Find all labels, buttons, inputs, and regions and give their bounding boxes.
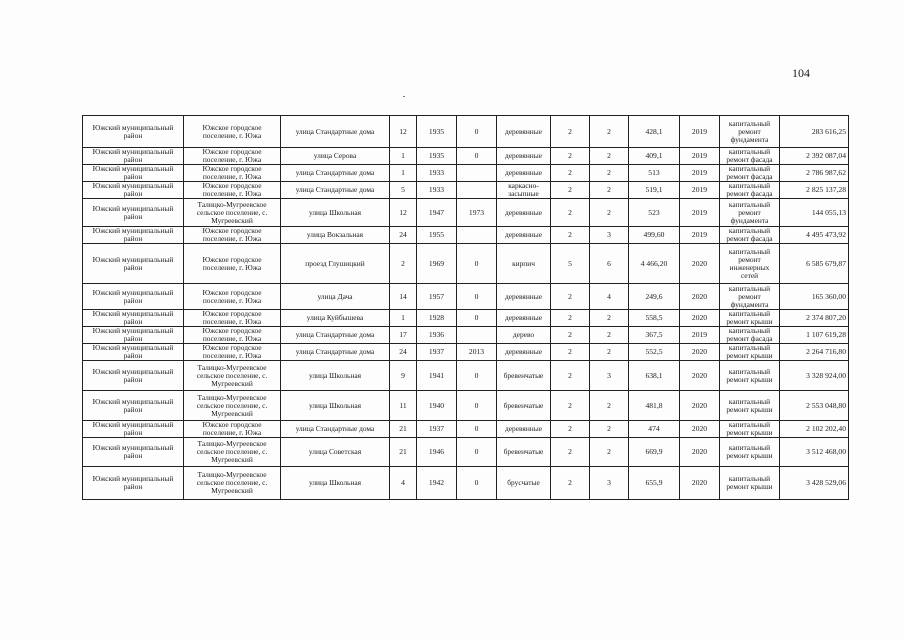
floors-cell: 2 [551, 327, 590, 344]
plan-year-cell: 2020 [680, 344, 720, 361]
house-number-cell: 14 [390, 284, 417, 310]
year-renovated-cell: 0 [457, 361, 497, 391]
year-built-cell: 1937 [417, 344, 457, 361]
street-cell: улица Серова [281, 148, 390, 165]
district-cell: Южский муниципальный район [83, 438, 184, 467]
wall-material-cell: бревенчатые [497, 391, 551, 421]
floors-cell: 5 [551, 244, 590, 284]
work-type-cell: капитальный ремонт крыши [720, 361, 780, 391]
district-cell: Южский муниципальный район [83, 182, 184, 199]
floors-cell: 2 [551, 310, 590, 327]
district-cell: Южский муниципальный район [83, 148, 184, 165]
year-renovated-cell: 0 [457, 310, 497, 327]
wall-material-cell: деревянные [497, 310, 551, 327]
work-type-cell: капитальный ремонт крыши [720, 467, 780, 500]
wall-material-cell: деревянные [497, 148, 551, 165]
cost-cell: 1 107 619,28 [780, 327, 849, 344]
table-row [83, 148, 849, 165]
area-cell: 481,8 [629, 391, 680, 421]
entrances-cell: 2 [590, 327, 629, 344]
house-number-cell: 12 [390, 116, 417, 148]
settlement-cell: Южское городское поселение, г. Южа [184, 116, 281, 148]
work-type-cell: капитальный ремонт фасада [720, 182, 780, 199]
district-cell: Южский муниципальный район [83, 284, 184, 310]
house-number-cell: 4 [390, 467, 417, 500]
house-number-cell: 24 [390, 344, 417, 361]
house-number-cell: 5 [390, 182, 417, 199]
area-cell: 669,9 [629, 438, 680, 467]
cost-cell: 6 585 679,87 [780, 244, 849, 284]
district-cell: Южский муниципальный район [83, 116, 184, 148]
work-type-cell: капитальный ремонт инженерных сетей [720, 244, 780, 284]
settlement-cell: Южское городское поселение, г. Южа [184, 244, 281, 284]
area-cell: 519,1 [629, 182, 680, 199]
cost-cell: 2 825 137,28 [780, 182, 849, 199]
year-built-cell: 1942 [417, 467, 457, 500]
work-type-cell: капитальный ремонт крыши [720, 438, 780, 467]
area-cell: 558,5 [629, 310, 680, 327]
settlement-cell: Южское городское поселение, г. Южа [184, 344, 281, 361]
wall-material-cell: бревенчатые [497, 361, 551, 391]
district-cell: Южский муниципальный район [83, 361, 184, 391]
year-renovated-cell: 1973 [457, 199, 497, 227]
street-cell: улица Школьная [281, 361, 390, 391]
table-row [83, 327, 849, 344]
floors-cell: 2 [551, 467, 590, 500]
street-cell: улица Стандартные дома [281, 421, 390, 438]
year-renovated-cell: 0 [457, 148, 497, 165]
area-cell: 428,1 [629, 116, 680, 148]
plan-year-cell: 2019 [680, 182, 720, 199]
plan-year-cell: 2019 [680, 116, 720, 148]
settlement-cell: Южское городское поселение, г. Южа [184, 148, 281, 165]
plan-year-cell: 2019 [680, 199, 720, 227]
year-renovated-cell: 0 [457, 116, 497, 148]
year-built-cell: 1935 [417, 148, 457, 165]
settlement-cell: Южское городское поселение, г. Южа [184, 227, 281, 244]
district-cell: Южский муниципальный район [83, 467, 184, 500]
year-built-cell: 1946 [417, 438, 457, 467]
wall-material-cell: деревянные [497, 199, 551, 227]
cost-cell: 2 553 048,80 [780, 391, 849, 421]
cost-cell: 3 328 924,00 [780, 361, 849, 391]
work-type-cell: капитальный ремонт фасада [720, 327, 780, 344]
district-cell: Южский муниципальный район [83, 244, 184, 284]
wall-material-cell: деревянные [497, 344, 551, 361]
work-type-cell: капитальный ремонт фасада [720, 165, 780, 182]
entrances-cell: 2 [590, 310, 629, 327]
house-number-cell: 9 [390, 361, 417, 391]
year-renovated-cell [457, 165, 497, 182]
floors-cell: 2 [551, 165, 590, 182]
year-built-cell: 1947 [417, 199, 457, 227]
year-built-cell: 1928 [417, 310, 457, 327]
street-cell: улица Вокзальная [281, 227, 390, 244]
area-cell: 523 [629, 199, 680, 227]
settlement-cell: Южское городское поселение, г. Южа [184, 165, 281, 182]
work-type-cell: капитальный ремонт крыши [720, 310, 780, 327]
table-row [83, 391, 849, 421]
district-cell: Южский муниципальный район [83, 391, 184, 421]
table-row [83, 310, 849, 327]
year-built-cell: 1937 [417, 421, 457, 438]
street-cell: улица Стандартные дома [281, 116, 390, 148]
area-cell: 474 [629, 421, 680, 438]
entrances-cell: 3 [590, 227, 629, 244]
work-type-cell: капитальный ремонт крыши [720, 344, 780, 361]
year-renovated-cell: 0 [457, 244, 497, 284]
area-cell: 513 [629, 165, 680, 182]
work-type-cell: капитальный ремонт фундамента [720, 116, 780, 148]
plan-year-cell: 2020 [680, 284, 720, 310]
year-built-cell: 1941 [417, 361, 457, 391]
year-built-cell: 1935 [417, 116, 457, 148]
district-cell: Южский муниципальный район [83, 165, 184, 182]
entrances-cell: 2 [590, 116, 629, 148]
floors-cell: 2 [551, 284, 590, 310]
entrances-cell: 3 [590, 467, 629, 500]
house-number-cell: 11 [390, 391, 417, 421]
scan-dot [403, 96, 405, 97]
settlement-cell: Талицко-Мугреевское сельское поселение, с. Мугреевский [184, 199, 281, 227]
cost-cell: 144 055,13 [780, 199, 849, 227]
year-built-cell: 1936 [417, 327, 457, 344]
year-built-cell: 1940 [417, 391, 457, 421]
entrances-cell: 2 [590, 182, 629, 199]
floors-cell: 2 [551, 391, 590, 421]
house-number-cell: 17 [390, 327, 417, 344]
floors-cell: 2 [551, 227, 590, 244]
house-number-cell: 1 [390, 148, 417, 165]
table-row [83, 421, 849, 438]
year-built-cell: 1933 [417, 165, 457, 182]
year-renovated-cell: 0 [457, 391, 497, 421]
house-number-cell: 2 [390, 244, 417, 284]
work-type-cell: капитальный ремонт фундамента [720, 199, 780, 227]
area-cell: 655,9 [629, 467, 680, 500]
plan-year-cell: 2019 [680, 165, 720, 182]
floors-cell: 2 [551, 361, 590, 391]
table-body [83, 116, 849, 500]
street-cell: проезд Глушицкий [281, 244, 390, 284]
year-renovated-cell [457, 182, 497, 199]
cost-cell: 4 495 473,92 [780, 227, 849, 244]
year-built-cell: 1969 [417, 244, 457, 284]
work-type-cell: капитальный ремонт фасада [720, 227, 780, 244]
settlement-cell: Южское городское поселение, г. Южа [184, 182, 281, 199]
floors-cell: 2 [551, 421, 590, 438]
year-renovated-cell [457, 227, 497, 244]
wall-material-cell: деревянные [497, 227, 551, 244]
year-renovated-cell: 0 [457, 421, 497, 438]
settlement-cell: Южское городское поселение, г. Южа [184, 284, 281, 310]
table-row [83, 227, 849, 244]
settlement-cell: Талицко-Мугреевское сельское поселение, с. Мугреевский [184, 391, 281, 421]
table-row [83, 284, 849, 310]
street-cell: улица Дача [281, 284, 390, 310]
plan-year-cell: 2019 [680, 327, 720, 344]
street-cell: улица Стандартные дома [281, 182, 390, 199]
area-cell: 4 466,20 [629, 244, 680, 284]
table-row [83, 244, 849, 284]
entrances-cell: 2 [590, 421, 629, 438]
floors-cell: 2 [551, 438, 590, 467]
street-cell: улица Стандартные дома [281, 344, 390, 361]
cost-cell: 2 786 987,62 [780, 165, 849, 182]
cost-cell: 2 374 807,20 [780, 310, 849, 327]
plan-year-cell: 2020 [680, 421, 720, 438]
plan-year-cell: 2020 [680, 361, 720, 391]
cost-cell: 2 102 202,40 [780, 421, 849, 438]
plan-year-cell: 2020 [680, 244, 720, 284]
wall-material-cell: кирпич [497, 244, 551, 284]
work-type-cell: капитальный ремонт фундамента [720, 284, 780, 310]
cost-cell: 3 512 468,00 [780, 438, 849, 467]
cost-cell: 165 360,00 [780, 284, 849, 310]
house-number-cell: 12 [390, 199, 417, 227]
table-row [83, 165, 849, 182]
street-cell: улица Куйбышева [281, 310, 390, 327]
plan-year-cell: 2019 [680, 148, 720, 165]
wall-material-cell: деревянные [497, 421, 551, 438]
area-cell: 367,5 [629, 327, 680, 344]
area-cell: 249,6 [629, 284, 680, 310]
year-built-cell: 1933 [417, 182, 457, 199]
floors-cell: 2 [551, 148, 590, 165]
table-row [83, 467, 849, 500]
entrances-cell: 2 [590, 148, 629, 165]
entrances-cell: 2 [590, 438, 629, 467]
cost-cell: 2 264 716,80 [780, 344, 849, 361]
page-number: 104 [792, 66, 810, 80]
entrances-cell: 4 [590, 284, 629, 310]
house-number-cell: 21 [390, 421, 417, 438]
settlement-cell: Южское городское поселение, г. Южа [184, 327, 281, 344]
work-type-cell: капитальный ремонт крыши [720, 421, 780, 438]
year-built-cell: 1955 [417, 227, 457, 244]
year-renovated-cell: 2013 [457, 344, 497, 361]
floors-cell: 2 [551, 182, 590, 199]
district-cell: Южский муниципальный район [83, 327, 184, 344]
wall-material-cell: деревянные [497, 165, 551, 182]
wall-material-cell: деревянные [497, 284, 551, 310]
table-row [83, 199, 849, 227]
street-cell: улица Стандартные дома [281, 165, 390, 182]
settlement-cell: Южское городское поселение, г. Южа [184, 310, 281, 327]
entrances-cell: 2 [590, 199, 629, 227]
district-cell: Южский муниципальный район [83, 199, 184, 227]
year-renovated-cell: 0 [457, 284, 497, 310]
plan-year-cell: 2020 [680, 438, 720, 467]
table-row [83, 344, 849, 361]
house-number-cell: 1 [390, 310, 417, 327]
year-renovated-cell: 0 [457, 467, 497, 500]
house-number-cell: 24 [390, 227, 417, 244]
street-cell: улица Советская [281, 438, 390, 467]
entrances-cell: 3 [590, 361, 629, 391]
cost-cell: 2 392 087,04 [780, 148, 849, 165]
settlement-cell: Южское городское поселение, г. Южа [184, 421, 281, 438]
cost-cell: 283 616,25 [780, 116, 849, 148]
plan-year-cell: 2020 [680, 467, 720, 500]
year-renovated-cell [457, 327, 497, 344]
area-cell: 638,1 [629, 361, 680, 391]
entrances-cell: 2 [590, 391, 629, 421]
entrances-cell: 2 [590, 344, 629, 361]
floors-cell: 2 [551, 199, 590, 227]
wall-material-cell: каркасно-засыпные [497, 182, 551, 199]
wall-material-cell: деревянные [497, 116, 551, 148]
house-number-cell: 1 [390, 165, 417, 182]
district-cell: Южский муниципальный район [83, 344, 184, 361]
table-row [83, 182, 849, 199]
floors-cell: 2 [551, 116, 590, 148]
plan-year-cell: 2020 [680, 391, 720, 421]
entrances-cell: 6 [590, 244, 629, 284]
district-cell: Южский муниципальный район [83, 421, 184, 438]
table-row [83, 361, 849, 391]
work-type-cell: капитальный ремонт крыши [720, 391, 780, 421]
wall-material-cell: дерево [497, 327, 551, 344]
plan-year-cell: 2020 [680, 310, 720, 327]
street-cell: улица Стандартные дома [281, 327, 390, 344]
plan-year-cell: 2019 [680, 227, 720, 244]
year-renovated-cell: 0 [457, 438, 497, 467]
table-row [83, 116, 849, 148]
area-cell: 499,60 [629, 227, 680, 244]
street-cell: улица Школьная [281, 467, 390, 500]
street-cell: улица Школьная [281, 391, 390, 421]
housing-repair-table [82, 115, 849, 500]
area-cell: 409,1 [629, 148, 680, 165]
district-cell: Южский муниципальный район [83, 227, 184, 244]
settlement-cell: Талицко-Мугреевское сельское поселение, с. Мугреевский [184, 438, 281, 467]
table-row [83, 438, 849, 467]
year-built-cell: 1957 [417, 284, 457, 310]
entrances-cell: 2 [590, 165, 629, 182]
work-type-cell: капитальный ремонт фасада [720, 148, 780, 165]
district-cell: Южский муниципальный район [83, 310, 184, 327]
wall-material-cell: брусчатые [497, 467, 551, 500]
settlement-cell: Талицко-Мугреевское сельское поселение, с. Мугреевский [184, 361, 281, 391]
area-cell: 552,5 [629, 344, 680, 361]
street-cell: улица Школьная [281, 199, 390, 227]
floors-cell: 2 [551, 344, 590, 361]
settlement-cell: Талицко-Мугреевское сельское поселение, с. Мугреевский [184, 467, 281, 500]
wall-material-cell: бревенчатые [497, 438, 551, 467]
cost-cell: 3 428 529,06 [780, 467, 849, 500]
house-number-cell: 21 [390, 438, 417, 467]
